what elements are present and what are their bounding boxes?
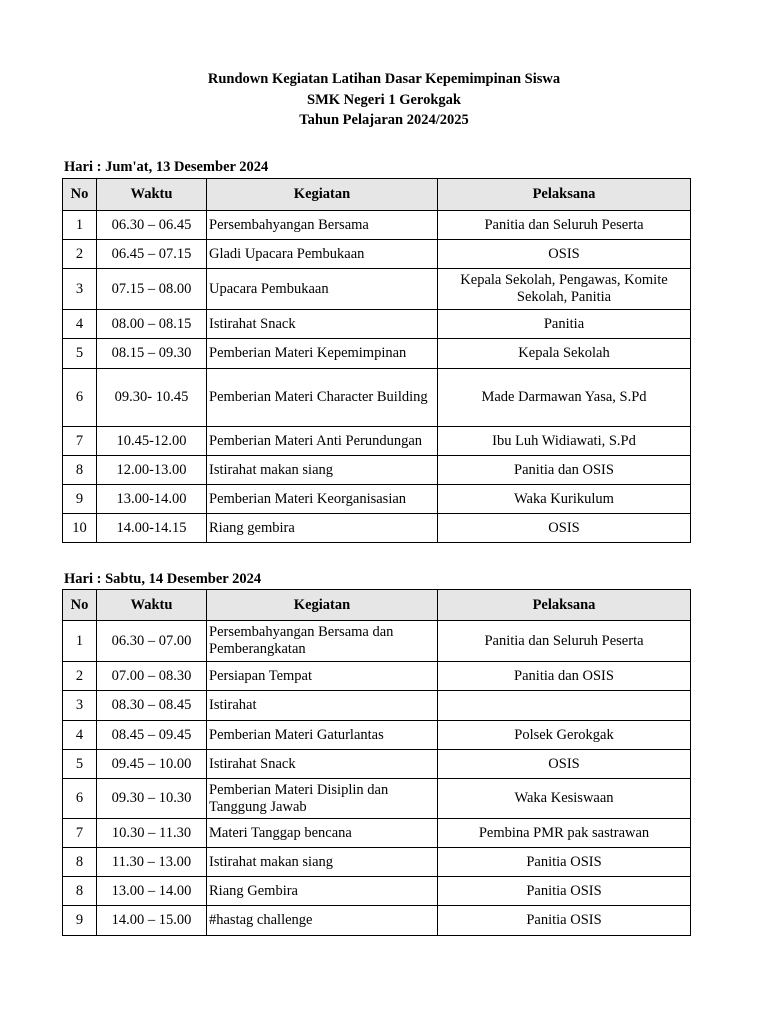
row-time: 06.30 – 07.00 (97, 621, 207, 662)
table-row (63, 621, 691, 662)
column-header-time: Waktu (97, 590, 207, 621)
table-row (63, 240, 691, 269)
row-time: 09.45 – 10.00 (97, 750, 207, 779)
table-header-row (63, 590, 691, 621)
row-no: 4 (63, 721, 97, 750)
day1-label: Hari : Jum'at, 13 Desember 2024 (64, 159, 269, 175)
row-no: 7 (63, 427, 97, 456)
row-no: 9 (63, 485, 97, 514)
title-line-2: SMK Negeri 1 Gerokgak (307, 91, 461, 108)
day2-label: Hari : Sabtu, 14 Desember 2024 (64, 571, 262, 587)
row-time: 08.45 – 09.45 (97, 721, 207, 750)
day2-schedule-table (62, 589, 691, 936)
row-activity: Istirahat makan siang (207, 848, 438, 877)
row-time: 07.00 – 08.30 (97, 662, 207, 691)
table-row (63, 662, 691, 691)
row-activity: Persembahyangan Bersama (207, 211, 438, 240)
row-time: 09.30 – 10.30 (97, 779, 207, 819)
row-time: 10.30 – 11.30 (97, 819, 207, 848)
row-activity: Istirahat Snack (207, 750, 438, 779)
row-no: 3 (63, 691, 97, 721)
row-activity: Istirahat (207, 691, 438, 721)
row-executor: Waka Kesiswaan (438, 779, 691, 819)
row-time: 07.15 – 08.00 (97, 269, 207, 310)
row-time: 13.00 – 14.00 (97, 877, 207, 906)
column-header-executor: Pelaksana (438, 179, 691, 211)
table-row (63, 310, 691, 339)
row-executor: Ibu Luh Widiawati, S.Pd (438, 427, 691, 456)
table-row (63, 514, 691, 543)
table-row (63, 691, 691, 721)
table-row (63, 427, 691, 456)
row-no: 6 (63, 779, 97, 819)
row-time: 11.30 – 13.00 (97, 848, 207, 877)
row-executor: Panitia OSIS (438, 877, 691, 906)
row-activity: Pemberian Materi Keorganisasian (207, 485, 438, 514)
row-executor: OSIS (438, 240, 691, 269)
row-no: 3 (63, 269, 97, 310)
row-no: 1 (63, 621, 97, 662)
table-row (63, 848, 691, 877)
table-row (63, 211, 691, 240)
row-executor: Panitia OSIS (438, 906, 691, 936)
column-header-executor: Pelaksana (438, 590, 691, 621)
row-executor (438, 691, 691, 721)
row-time: 06.30 – 06.45 (97, 211, 207, 240)
row-executor: Panitia dan OSIS (438, 456, 691, 485)
row-executor: Kepala Sekolah, Pengawas, Komite Sekolah, Panitia (438, 269, 691, 310)
row-no: 1 (63, 211, 97, 240)
document-title (0, 69, 768, 131)
row-no: 2 (63, 240, 97, 269)
table-row (63, 906, 691, 936)
table-row (63, 456, 691, 485)
column-header-activity: Kegiatan (207, 179, 438, 211)
table-row (63, 485, 691, 514)
row-activity: Pemberian Materi Anti Perundungan (207, 427, 438, 456)
row-activity: Persiapan Tempat (207, 662, 438, 691)
row-executor: OSIS (438, 514, 691, 543)
row-no: 8 (63, 877, 97, 906)
row-activity: Upacara Pembukaan (207, 269, 438, 310)
row-time: 10.45-12.00 (97, 427, 207, 456)
row-executor: Waka Kurikulum (438, 485, 691, 514)
row-no: 5 (63, 339, 97, 369)
row-activity: Materi Tanggap bencana (207, 819, 438, 848)
row-time: 08.30 – 08.45 (97, 691, 207, 721)
row-time: 06.45 – 07.15 (97, 240, 207, 269)
row-activity: Pemberian Materi Kepemimpinan (207, 339, 438, 369)
row-executor: Panitia (438, 310, 691, 339)
table-row (63, 750, 691, 779)
row-time: 14.00 – 15.00 (97, 906, 207, 936)
row-no: 6 (63, 369, 97, 427)
row-activity: Gladi Upacara Pembukaan (207, 240, 438, 269)
row-executor: OSIS (438, 750, 691, 779)
row-executor: Polsek Gerokgak (438, 721, 691, 750)
row-no: 8 (63, 456, 97, 485)
row-time: 08.15 – 09.30 (97, 339, 207, 369)
column-header-no: No (63, 590, 97, 621)
row-executor: Kepala Sekolah (438, 339, 691, 369)
table-row (63, 721, 691, 750)
column-header-no: No (63, 179, 97, 211)
row-executor: Panitia dan Seluruh Peserta (438, 621, 691, 662)
table-row (63, 339, 691, 369)
row-time: 14.00-14.15 (97, 514, 207, 543)
row-activity: Persembahyangan Bersama dan Pemberangkatan (207, 621, 438, 662)
table-header-row (63, 179, 691, 211)
table-row (63, 269, 691, 310)
row-activity: Istirahat Snack (207, 310, 438, 339)
row-time: 12.00-13.00 (97, 456, 207, 485)
table-row (63, 877, 691, 906)
day1-schedule-table (62, 178, 691, 543)
row-activity: Riang gembira (207, 514, 438, 543)
row-no: 5 (63, 750, 97, 779)
row-no: 9 (63, 906, 97, 936)
row-activity: Riang Gembira (207, 877, 438, 906)
column-header-time: Waktu (97, 179, 207, 211)
row-activity: Istirahat makan siang (207, 456, 438, 485)
title-line-3: Tahun Pelajaran 2024/2025 (299, 112, 469, 128)
row-executor: Panitia dan OSIS (438, 662, 691, 691)
row-time: 08.00 – 08.15 (97, 310, 207, 339)
table-row (63, 779, 691, 819)
row-executor: Panitia OSIS (438, 848, 691, 877)
row-executor: Pembina PMR pak sastrawan (438, 819, 691, 848)
row-no: 7 (63, 819, 97, 848)
row-executor: Panitia dan Seluruh Peserta (438, 211, 691, 240)
row-no: 4 (63, 310, 97, 339)
table-row (63, 369, 691, 427)
row-activity: Pemberian Materi Character Building (207, 369, 438, 427)
table-row (63, 819, 691, 848)
column-header-activity: Kegiatan (207, 590, 438, 621)
row-no: 10 (63, 514, 97, 543)
row-time: 09.30- 10.45 (97, 369, 207, 427)
row-no: 8 (63, 848, 97, 877)
row-activity: Pemberian Materi Gaturlantas (207, 721, 438, 750)
row-activity: #hastag challenge (207, 906, 438, 936)
row-executor: Made Darmawan Yasa, S.Pd (438, 369, 691, 427)
row-activity: Pemberian Materi Disiplin dan Tanggung Jawab (207, 779, 438, 819)
row-time: 13.00-14.00 (97, 485, 207, 514)
row-no: 2 (63, 662, 97, 691)
title-line-1: Rundown Kegiatan Latihan Dasar Kepemimpinan Siswa (207, 71, 561, 87)
